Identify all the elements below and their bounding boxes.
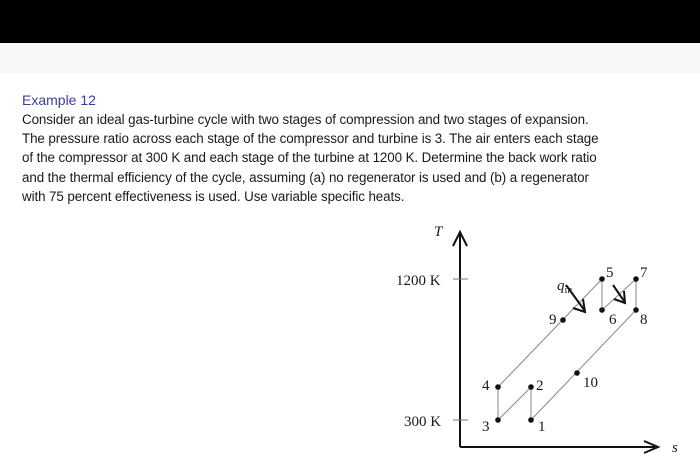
state-5-label: 5: [606, 265, 614, 281]
document-content: [22, 91, 692, 206]
x-axis-label: s: [672, 440, 678, 456]
ts-diagram: [380, 220, 700, 458]
problem-line-2: The pressure ratio across each stage of the compressor and turbine is 3. The air enters each stage: [22, 131, 599, 147]
example-title: Example 12: [22, 92, 96, 108]
problem-line-1: Consider an ideal gas-turbine cycle with two stages of compression and two stages of expansion.: [22, 112, 589, 127]
tick-1200k: 1200 K: [396, 273, 441, 289]
state-4-label: 4: [482, 378, 490, 394]
state-8-label: 8: [640, 312, 648, 328]
problem-line-4: and the thermal efficiency of the cycle, assuming (a) no regenerator is used and (b) a regenerator: [22, 169, 589, 185]
state-1-label: 1: [538, 419, 546, 435]
y-axis-label: T: [434, 224, 443, 240]
state-10-label: 10: [583, 375, 598, 391]
q-in-label: $q_{in}$: [557, 278, 573, 296]
problem-line-5: with 75 percent effectiveness is used. Use variable specific heats.: [22, 188, 405, 204]
top-black-bar: [0, 0, 700, 43]
state-2-label: 2: [536, 378, 544, 394]
state-6-label: 6: [609, 312, 617, 328]
state-3-label: 3: [482, 419, 490, 435]
state-7-label: 7: [640, 265, 648, 281]
heat-input-arrows: [566, 285, 625, 312]
state-9-label: 9: [549, 312, 557, 328]
problem-line-3: of the compressor at 300 K and each stage of the turbine at 1200 K. Determine the back work ratio: [22, 150, 597, 166]
toolbar-strip: [0, 43, 700, 73]
tick-300k: 300 K: [404, 414, 442, 430]
